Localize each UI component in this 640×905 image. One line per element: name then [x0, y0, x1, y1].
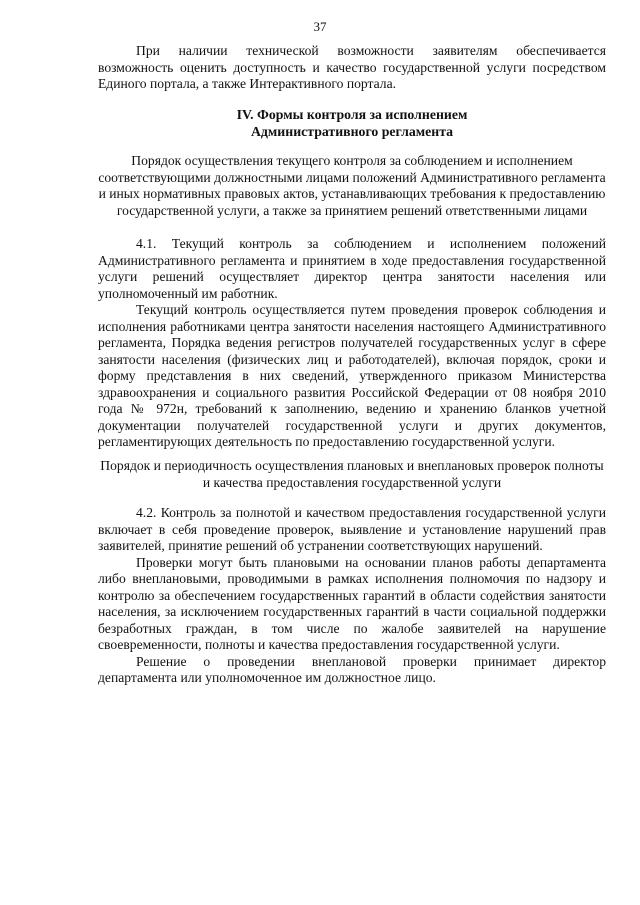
- subsection-2-body: [98, 505, 606, 687]
- subsection-1-title: Порядок осуществления текущего контроля за соблюдением и исполнением соответствующими должностными лицами положений Административного регламента и иных нормативных правовых актов, устанавливающих требования к предоставлению государственной услуги, а также за принятием решений ответственными лицами: [98, 153, 606, 218]
- paragraph-unscheduled-decision: Решение о проведении внеплановой проверки принимает директор департамента или уполномоченное им должностное лицо.: [98, 653, 606, 685]
- paragraph-current-control: Текущий контроль осуществляется путем проведения проверок соблюдения и исполнения работниками центра занятости населения настоящего Административного регламента, Порядка ведения регистров получателей государственных услуг в сфере занятости населения (физических лиц и работодателей), включая порядок, сроки и форму представления в них сведений, утвержденного приказом Министерства здравоохранения и социального развития Российской Федерации от 08 ноября 2010 года № 972н, требований к заполнению, ведению и хранению бланков учетной документации получателей государственной услуги и других документов, регламентирующих деятельность по предоставлению государственной услуги.: [98, 302, 606, 449]
- subsection-1-body: [98, 236, 606, 451]
- section-heading: [98, 107, 606, 140]
- section-title-line2: Административного регламента: [250, 123, 454, 139]
- paragraph-4-1: 4.1. Текущий контроль за соблюдением и исполнением положений Административного регламента и принятием в ходе предоставления государственной услуги решений осуществляет директор центра занятости населения или уполномоченный им работник.: [98, 236, 606, 301]
- paragraph-inspections: Проверки могут быть плановыми на основании планов работы департамента либо внеплановыми, проводимыми в рамках исполнения полномочия по надзору и контролю за обеспечением государственных гарантий в области содействия занятости населения, за исключением государственных гарантий в части социальной поддержки безработных граждан, в том числе по жалобе заявителей на нарушение своевременности, полноты и качества предоставления государственной услуги.: [98, 554, 606, 652]
- subsection-2-heading: [98, 458, 606, 491]
- subsection-1-heading: [98, 153, 606, 219]
- section-title-line1: IV. Формы контроля за исполнением: [236, 107, 468, 122]
- intro-paragraph: При наличии технической возможности заявителям обеспечивается возможность оценить доступность и качество государственной услуги посредством Единого портала, а также Интерактивного портала.: [98, 43, 606, 91]
- intro-block: [98, 43, 606, 93]
- page-number: 37: [313, 19, 327, 34]
- subsection-2-title: Порядок и периодичность осуществления плановых и внеплановых проверок полноты и качества предоставления государственной услуги: [100, 458, 604, 490]
- paragraph-4-2: 4.2. Контроль за полнотой и качеством предоставления государственной услуги включает в себя проведение проверок, выявление и установление нарушений прав заявителей, принятие решений об устранении соответствующих нарушений.: [98, 505, 606, 553]
